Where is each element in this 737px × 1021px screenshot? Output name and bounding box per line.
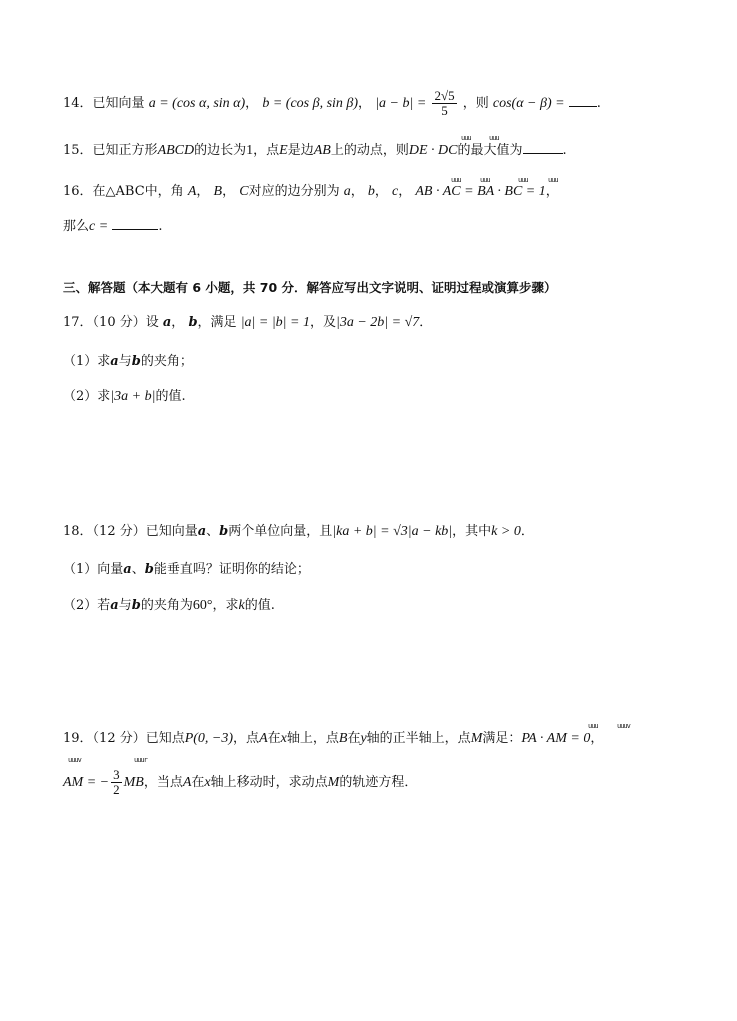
- period: .: [158, 219, 163, 234]
- vector-arrow-mark: uuuv: [68, 756, 81, 764]
- problem-19-text: 轴上移动时，求动点: [210, 775, 328, 790]
- problem-17-number: 17．（10 分）设: [63, 315, 159, 330]
- problem-14: [63, 89, 601, 118]
- fraction: [432, 89, 456, 118]
- point-e: E: [279, 143, 288, 158]
- q2-label: （2）若: [63, 598, 111, 613]
- separator: ，: [245, 96, 259, 111]
- x-axis-label: x: [280, 731, 287, 746]
- problem-18-text: 两个单位向量，且: [228, 524, 333, 539]
- problem-18: [63, 523, 534, 541]
- problem-17: 17．（10 分）设 a， b，满足 |a| = |b| = 1，及|3a − 2b| = √7．: [63, 315, 433, 330]
- vector-arrow-mark: uuu: [518, 176, 528, 184]
- q1-text: 与: [118, 354, 132, 369]
- vector-b: b: [219, 524, 229, 539]
- separator: 、: [131, 562, 145, 577]
- condition-2: |3a − 2b| = √7: [336, 315, 420, 330]
- vector-b: b: [131, 598, 141, 613]
- vector-arrow-mark: uuu: [548, 176, 558, 184]
- vector-arrow-mark: uuu: [588, 722, 598, 730]
- q2-text: ，求: [212, 598, 239, 613]
- vector-arrow-mark: uuuv: [617, 722, 630, 730]
- vector-b-expr: b = (cos β, sin β): [262, 96, 359, 111]
- fraction-numerator: 2√5: [434, 88, 455, 103]
- period: ．: [419, 315, 433, 330]
- problem-15-text: 已知正方形: [92, 143, 158, 158]
- answer-blank[interactable]: [523, 141, 563, 154]
- vector-arrow-mark: uuur: [134, 756, 147, 764]
- problem-19-text: 在: [347, 731, 361, 746]
- q1-label: （1）求: [63, 354, 111, 369]
- angle-b: B: [213, 184, 223, 199]
- fraction-denominator: 2: [113, 782, 120, 797]
- x-axis-label: x: [204, 775, 211, 790]
- separator: ，: [590, 731, 604, 746]
- angle-a: A: [187, 184, 197, 199]
- angle-value: 60°: [192, 598, 213, 613]
- point-a: A: [182, 775, 192, 790]
- problem-19-text: 轴的正半轴上，点: [366, 731, 471, 746]
- separator: 、: [206, 524, 220, 539]
- angle-c: C: [239, 184, 249, 199]
- problem-16-text: 对应的边分别为: [248, 184, 340, 199]
- c-expr: c =: [89, 219, 109, 234]
- k-variable: k: [238, 598, 245, 613]
- answer-blank[interactable]: [569, 94, 597, 107]
- period: .: [596, 96, 601, 111]
- vector-a: a: [110, 354, 119, 369]
- fraction-denominator: 5: [441, 103, 448, 118]
- answer-blank[interactable]: [112, 217, 158, 230]
- mb-vector: MB: [123, 775, 144, 790]
- problem-18-number: 18．（12 分）已知向量: [63, 524, 198, 539]
- problem-16-text: 那么: [63, 219, 90, 234]
- q2-text: 与: [118, 598, 132, 613]
- vector-b: b: [131, 354, 141, 369]
- point-b: B: [338, 731, 348, 746]
- vector-a: a: [162, 315, 172, 330]
- vector-arrow-mark: uuu: [461, 134, 471, 142]
- problem-17-text: ，满足: [197, 315, 237, 330]
- point-p: P(0, −3): [184, 731, 234, 746]
- problem-16-text: 在△ABC中，角: [92, 184, 184, 199]
- q2-text: 的值.: [155, 389, 186, 404]
- vector-arrow-mark: uuu: [480, 176, 490, 184]
- q2-text: 的夹角为: [140, 598, 193, 613]
- problem-19-text: 的轨迹方程．: [339, 775, 418, 790]
- y-axis-label: y: [360, 731, 367, 746]
- am-expr: AM = −: [63, 775, 110, 790]
- q2-text: 的值.: [244, 598, 275, 613]
- separator: ，: [358, 96, 372, 111]
- section-3-heading: 三、解答题（本大题有 6 小题，共 70 分．解答应写出文字说明、证明过程或演算步骤）: [63, 280, 557, 295]
- abs-expr: |3a + b|: [110, 389, 156, 404]
- problem-19-text: 轴上，点: [286, 731, 339, 746]
- q2-label: （2）求: [63, 389, 111, 404]
- period: ．: [520, 524, 534, 539]
- problem-19-text: 在: [191, 775, 205, 790]
- problem-17-q2: [63, 388, 186, 406]
- fraction-numerator: 3: [113, 767, 120, 782]
- dot-product-expr: DE · DC: [408, 143, 458, 158]
- problem-18-text: ，其中: [452, 524, 492, 539]
- vector-b: b: [144, 562, 154, 577]
- vector-b: b: [188, 315, 198, 330]
- fraction: [111, 768, 122, 797]
- problem-16-number: 16．: [63, 184, 93, 199]
- vector-a: a: [197, 524, 207, 539]
- problem-17-text: ，及: [309, 315, 336, 330]
- q1-text: 能垂直吗？证明你的结论；: [153, 562, 310, 577]
- problem-15-text: 的边长为: [194, 143, 247, 158]
- problem-19: [63, 730, 603, 748]
- vector-a-expr: a = (cos α, sin α): [148, 96, 246, 111]
- period: .: [562, 143, 567, 158]
- problem-15-text: 上的动点，则: [330, 143, 409, 158]
- perpendicular-condition: PA · AM = 0: [521, 731, 591, 746]
- cos-expr: cos(α − β) =: [492, 96, 565, 111]
- problem-15-text: 的最大值为: [457, 143, 523, 158]
- q1-label: （1）向量: [63, 562, 124, 577]
- side-length: 1: [246, 143, 254, 158]
- abs-diff-expr: |a − b| =: [375, 96, 427, 111]
- problem-18-q1: [63, 561, 310, 579]
- point-m: M: [470, 731, 483, 746]
- vector-arrow-mark: uuu: [451, 176, 461, 184]
- side-c: c: [392, 184, 399, 199]
- problem-16-line-2: [63, 217, 162, 236]
- edge-ab: AB: [313, 143, 331, 158]
- vector-arrow-mark: uuu: [489, 134, 499, 142]
- problem-18-q2: [63, 597, 275, 615]
- problem-19-number: 19．（12 分）已知点: [63, 731, 185, 746]
- problem-14-number: 14．: [63, 96, 93, 111]
- condition-1: |a| = |b| = 1: [240, 315, 310, 330]
- problem-15: [63, 141, 567, 160]
- magnitude-condition: |ka + b| = √3|a − kb|: [332, 524, 453, 539]
- point-m: M: [327, 775, 340, 790]
- problem-15-number: 15．: [63, 143, 93, 158]
- side-a: a: [343, 184, 351, 199]
- problem-16: 16．在△ABC中，角 A， B， C对应的边分别为 a， b， c， AB · AC = BA · BC = 1，: [63, 184, 559, 199]
- problem-15-text: 是边: [287, 143, 314, 158]
- side-b: b: [367, 184, 375, 199]
- problem-19-text: 满足：: [482, 731, 522, 746]
- k-condition: k > 0: [491, 524, 521, 539]
- point-a: A: [259, 731, 268, 746]
- problem-19-text: ，点: [233, 731, 260, 746]
- problem-19-text: ，当点: [143, 775, 183, 790]
- square-label: ABCD: [157, 143, 195, 158]
- problem-14-text: 已知向量: [92, 96, 145, 111]
- q1-text: 的夹角；: [140, 354, 193, 369]
- problem-19-line-2: [63, 768, 417, 797]
- vector-a: a: [123, 562, 132, 577]
- problem-15-text: ，点: [253, 143, 280, 158]
- dot-product-condition: AB · AC = BA · BC = 1: [415, 184, 546, 199]
- problem-17-q1: [63, 353, 193, 371]
- vector-a: a: [110, 598, 119, 613]
- problem-19-text: 在: [267, 731, 281, 746]
- problem-14-text-b: ，则: [462, 96, 489, 111]
